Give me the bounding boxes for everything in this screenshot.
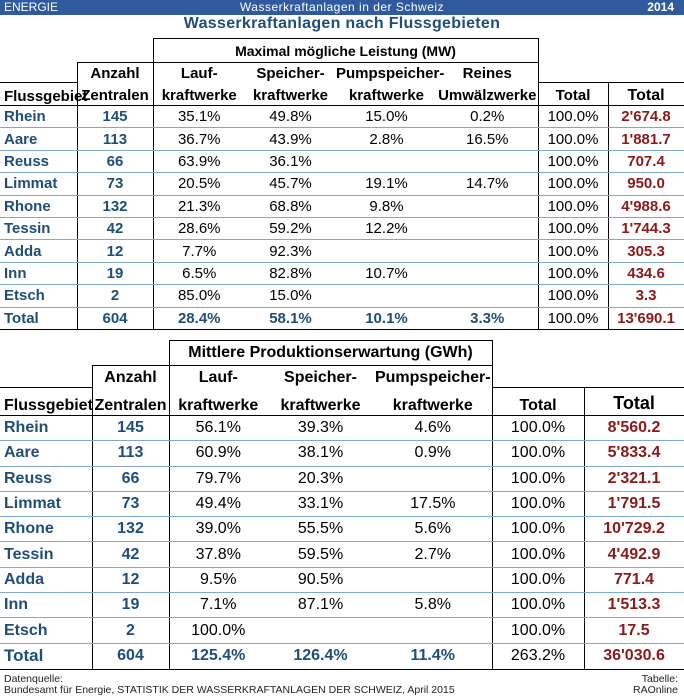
river-name: Reuss — [0, 150, 77, 172]
plant-count: 12 — [92, 567, 169, 592]
total-pct-header: Total — [538, 83, 608, 106]
river-name: Adda — [0, 567, 92, 592]
speicher-value: 90.5% — [267, 567, 374, 592]
total-value: 771.4 — [584, 567, 684, 592]
power-group-header: Maximal mögliche Leistung (MW) — [153, 39, 538, 63]
river-name: Tessin — [0, 217, 77, 239]
lauf-value: 100.0% — [169, 618, 267, 643]
table-row — [0, 150, 684, 172]
total-value: 2'674.8 — [608, 106, 684, 128]
pump-value — [374, 618, 492, 643]
pump-header-2: kraftwerke — [336, 83, 437, 106]
table-label: Tabelle: — [641, 673, 678, 685]
lauf-value: 79.7% — [169, 466, 267, 491]
total-value: 8'560.2 — [584, 416, 684, 441]
river-name: Tessin — [0, 542, 92, 567]
total-header: Total — [584, 388, 684, 416]
plant-count: 132 — [92, 517, 169, 542]
table-row — [0, 567, 684, 592]
total-value: 3.3 — [608, 285, 684, 307]
production-group-header: Mittlere Produktionserwartung (GWh) — [169, 341, 492, 366]
lauf-value: 37.8% — [169, 542, 267, 567]
reines-value — [437, 150, 538, 172]
plant-count: 2 — [77, 285, 153, 307]
speicher-value — [267, 618, 374, 643]
river-name: Etsch — [0, 618, 92, 643]
total-value: 1'744.3 — [608, 217, 684, 239]
pump-value: 9.8% — [336, 195, 437, 217]
table-source: RAOnline — [633, 684, 678, 696]
total-speicher: 58.1% — [245, 307, 336, 329]
total-pct-value: 263.2% — [492, 643, 584, 669]
total-pct-value: 100.0% — [492, 416, 584, 441]
total-pct-value: 100.0% — [492, 517, 584, 542]
plant-count: 73 — [77, 173, 153, 195]
source-text: Bundesamt für Energie, STATISTIK DER WASSERKRAFTANLAGEN DER SCHWEIZ, April 2015 — [4, 684, 455, 696]
source-label: Datenquelle: — [4, 673, 63, 685]
total-pct-value: 100.0% — [492, 567, 584, 592]
anzahl-header: Anzahl — [92, 366, 169, 388]
lauf-value: 35.1% — [153, 106, 245, 128]
total-value: 707.4 — [608, 150, 684, 172]
total-speicher: 126.4% — [267, 643, 374, 669]
plant-count: 42 — [77, 217, 153, 239]
total-lauf: 28.4% — [153, 307, 245, 329]
pump-header-1: Pumpspeicher- — [374, 366, 492, 388]
total-value: 1'881.7 — [608, 128, 684, 150]
reines-header-2: Umwälzwerke — [437, 83, 538, 106]
total-pump: 10.1% — [336, 307, 437, 329]
plant-count: 12 — [77, 240, 153, 262]
table-row — [0, 173, 684, 195]
speicher-value: 39.3% — [267, 416, 374, 441]
total-row — [0, 643, 684, 669]
lauf-value: 7.1% — [169, 593, 267, 618]
header-year: 2014 — [647, 0, 674, 14]
total-pct-header: Total — [492, 388, 584, 416]
pump-header-1: Pumpspeicher- — [336, 64, 445, 82]
lauf-value: 9.5% — [169, 567, 267, 592]
total-value: 305.3 — [608, 240, 684, 262]
plant-count: 66 — [92, 466, 169, 491]
pump-value: 4.6% — [374, 416, 492, 441]
plant-count: 42 — [92, 542, 169, 567]
plant-count: 19 — [92, 593, 169, 618]
total-value: 4'492.9 — [584, 542, 684, 567]
table-row — [0, 128, 684, 150]
pump-value: 0.9% — [374, 441, 492, 466]
total-pct-value: 100.0% — [492, 593, 584, 618]
total-value: 5'833.4 — [584, 441, 684, 466]
total-pump: 11.4% — [374, 643, 492, 669]
speicher-value: 59.5% — [267, 542, 374, 567]
pump-value — [336, 285, 437, 307]
total-pct-value: 100.0% — [492, 542, 584, 567]
table-row — [0, 416, 684, 441]
pump-header-2: kraftwerke — [374, 388, 492, 416]
pump-value: 2.7% — [374, 542, 492, 567]
pump-value: 5.6% — [374, 517, 492, 542]
total-reines: 3.3% — [437, 307, 538, 329]
lauf-value: 36.7% — [153, 128, 245, 150]
table-row — [0, 240, 684, 262]
production-table — [0, 340, 684, 670]
total-pct-value: 100.0% — [538, 262, 608, 284]
lauf-header-1: Lauf- — [153, 63, 245, 83]
lauf-value: 85.0% — [153, 285, 245, 307]
lauf-header-2: kraftwerke — [169, 388, 267, 416]
header-bar — [0, 0, 684, 15]
lauf-value: 6.5% — [153, 262, 245, 284]
river-name: Adda — [0, 240, 77, 262]
table-row — [0, 618, 684, 643]
pump-value: 17.5% — [374, 491, 492, 516]
total-pct-value: 100.0% — [538, 285, 608, 307]
reines-header-1: Reines — [437, 63, 538, 83]
speicher-header-2: kraftwerke — [245, 83, 336, 106]
total-pct-value: 100.0% — [538, 217, 608, 239]
speicher-header-1: Speicher- — [256, 64, 325, 82]
river-name: Limmat — [0, 491, 92, 516]
category-label: ENERGIE — [4, 0, 59, 14]
total-pct-value: 100.0% — [538, 150, 608, 172]
river-name: Aare — [0, 128, 77, 150]
table-row — [0, 491, 684, 516]
total-pct-value: 100.0% — [538, 128, 608, 150]
pump-value: 10.7% — [336, 262, 437, 284]
table-row — [0, 217, 684, 239]
reines-value — [437, 262, 538, 284]
total-header: Total — [608, 83, 684, 106]
pump-value — [374, 466, 492, 491]
table-row — [0, 466, 684, 491]
total-pct-value: 100.0% — [538, 106, 608, 128]
lauf-value: 21.3% — [153, 195, 245, 217]
speicher-value: 82.8% — [245, 262, 336, 284]
lauf-value: 56.1% — [169, 416, 267, 441]
speicher-value: 20.3% — [267, 466, 374, 491]
total-label: Total — [0, 643, 92, 669]
speicher-value: 59.2% — [245, 217, 336, 239]
total-value: 434.6 — [608, 262, 684, 284]
speicher-value: 55.5% — [267, 517, 374, 542]
speicher-value: 38.1% — [267, 441, 374, 466]
pump-value — [336, 150, 437, 172]
total-value: 17.5 — [584, 618, 684, 643]
lauf-value: 63.9% — [153, 150, 245, 172]
total-pct-value: 100.0% — [492, 491, 584, 516]
pump-value — [374, 567, 492, 592]
anzahl-header: Anzahl — [77, 63, 153, 83]
table-row — [0, 285, 684, 307]
reines-value — [437, 195, 538, 217]
river-name: Rhein — [0, 416, 92, 441]
total-pct-value: 100.0% — [538, 240, 608, 262]
speicher-value: 49.8% — [245, 106, 336, 128]
lauf-value: 49.4% — [169, 491, 267, 516]
river-name: Rhone — [0, 195, 77, 217]
lauf-header-2: kraftwerke — [153, 83, 245, 106]
pump-value: 19.1% — [336, 173, 437, 195]
plant-count: 113 — [77, 128, 153, 150]
total-value: 950.0 — [608, 173, 684, 195]
speicher-header-2: kraftwerke — [267, 388, 374, 416]
total-pct-value: 100.0% — [538, 173, 608, 195]
header-title: Wasserkraftanlagen in der Schweiz — [239, 0, 445, 14]
total-pct-value: 100.0% — [538, 195, 608, 217]
table-row — [0, 195, 684, 217]
reines-value: 16.5% — [437, 128, 538, 150]
lauf-header-1: Lauf- — [169, 366, 267, 388]
speicher-value: 36.1% — [245, 150, 336, 172]
pump-value: 15.0% — [336, 106, 437, 128]
lauf-value: 39.0% — [169, 517, 267, 542]
reines-value: 0.2% — [437, 106, 538, 128]
total-pct-value: 100.0% — [492, 618, 584, 643]
page-title: Wasserkraftanlagen nach Flussgebieten — [183, 15, 501, 32]
table-row — [0, 542, 684, 567]
reines-value — [437, 285, 538, 307]
plant-count: 66 — [77, 150, 153, 172]
total-pct-value: 100.0% — [492, 441, 584, 466]
river-name: Rhone — [0, 517, 92, 542]
lauf-value: 60.9% — [169, 441, 267, 466]
total-value: 4'988.6 — [608, 195, 684, 217]
total-value: 1'513.3 — [584, 593, 684, 618]
plant-count: 145 — [77, 106, 153, 128]
pump-value: 2.8% — [336, 128, 437, 150]
table-row — [0, 593, 684, 618]
flussgebiet-header: Flussgebiet — [0, 83, 77, 106]
reines-value — [437, 240, 538, 262]
lauf-value: 7.7% — [153, 240, 245, 262]
total-count: 604 — [92, 643, 169, 669]
table-row — [0, 262, 684, 284]
plant-count: 145 — [92, 416, 169, 441]
table-row — [0, 517, 684, 542]
river-name: Etsch — [0, 285, 77, 307]
pump-value — [336, 240, 437, 262]
speicher-value: 45.7% — [245, 173, 336, 195]
speicher-value: 15.0% — [245, 285, 336, 307]
plant-count: 113 — [92, 441, 169, 466]
total-value: 36'030.6 — [584, 643, 684, 669]
river-name: Inn — [0, 262, 77, 284]
river-name: Inn — [0, 593, 92, 618]
total-lauf: 125.4% — [169, 643, 267, 669]
total-value: 1'791.5 — [584, 491, 684, 516]
total-count: 604 — [77, 307, 153, 329]
flussgebiet-header: Flussgebiet — [0, 388, 92, 416]
zentralen-header: Zentralen — [77, 83, 153, 106]
pump-value: 5.8% — [374, 593, 492, 618]
river-name: Limmat — [0, 173, 77, 195]
river-name: Rhein — [0, 106, 77, 128]
total-value: 2'321.1 — [584, 466, 684, 491]
table-row — [0, 106, 684, 128]
plant-count: 73 — [92, 491, 169, 516]
speicher-value: 87.1% — [267, 593, 374, 618]
plant-count: 132 — [77, 195, 153, 217]
power-table — [0, 38, 684, 330]
speicher-header-1: Speicher- — [284, 369, 357, 387]
speicher-value: 43.9% — [245, 128, 336, 150]
pump-value: 12.2% — [336, 217, 437, 239]
plant-count: 19 — [77, 262, 153, 284]
river-name: Reuss — [0, 466, 92, 491]
footer — [0, 672, 684, 696]
total-row — [0, 307, 684, 329]
table-row — [0, 441, 684, 466]
lauf-value: 20.5% — [153, 173, 245, 195]
total-value: 13'690.1 — [608, 307, 684, 329]
speicher-value: 68.8% — [245, 195, 336, 217]
lauf-value: 28.6% — [153, 217, 245, 239]
speicher-value: 33.1% — [267, 491, 374, 516]
total-label: Total — [0, 307, 77, 329]
river-name: Aare — [0, 441, 92, 466]
total-pct-value: 100.0% — [538, 307, 608, 329]
speicher-value: 92.3% — [245, 240, 336, 262]
reines-value — [437, 217, 538, 239]
zentralen-header: Zentralen — [92, 388, 169, 416]
reines-value: 14.7% — [437, 173, 538, 195]
total-pct-value: 100.0% — [492, 466, 584, 491]
total-value: 10'729.2 — [584, 517, 684, 542]
plant-count: 2 — [92, 618, 169, 643]
